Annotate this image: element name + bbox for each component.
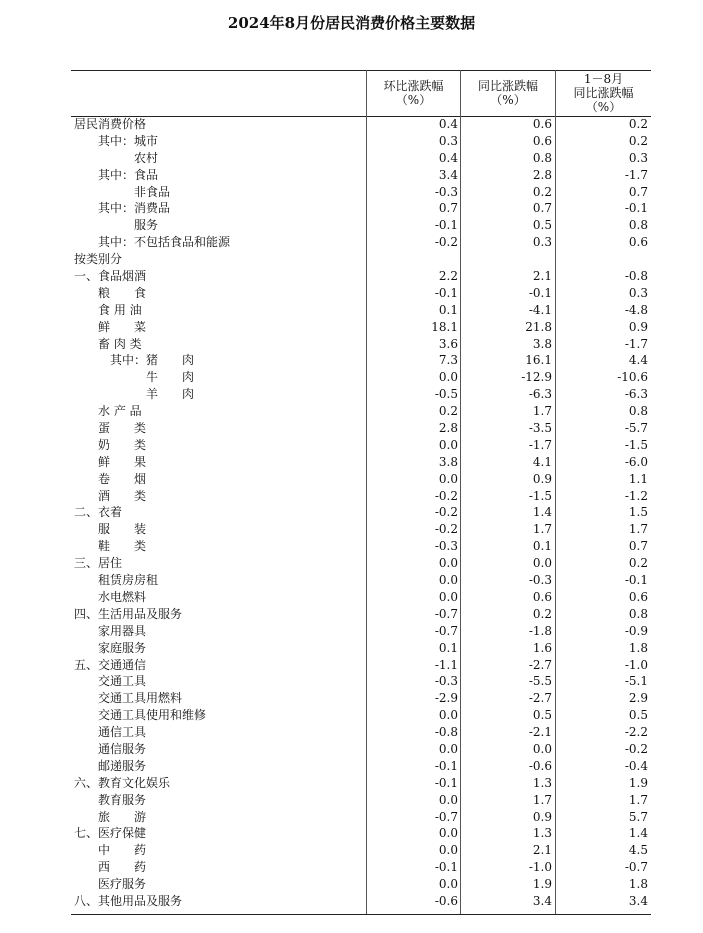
header-ytd-line3: （%） xyxy=(585,100,622,114)
mom-value: 0.0 xyxy=(438,708,458,723)
table-row xyxy=(71,555,651,572)
yoy-value: -1.5 xyxy=(528,488,552,503)
mom-value: 0.4 xyxy=(438,150,458,165)
mom-value: -0.3 xyxy=(434,184,458,199)
mom-value: -0.1 xyxy=(434,218,458,233)
table-row xyxy=(71,876,651,893)
ytd-value: 1.7 xyxy=(628,792,648,807)
yoy-value: 0.0 xyxy=(532,556,552,571)
yoy-value: 0.6 xyxy=(532,133,552,148)
table-row xyxy=(71,623,651,640)
ytd-value: -0.8 xyxy=(624,269,648,284)
mom-value: -0.1 xyxy=(434,285,458,300)
yoy-value: 0.1 xyxy=(532,539,552,554)
yoy-value: 2.8 xyxy=(532,167,552,182)
ytd-value: -1.2 xyxy=(624,488,648,503)
ytd-value: -6.3 xyxy=(624,387,648,402)
mom-value: 0.0 xyxy=(438,877,458,892)
header-ytd-line2: 同比涨跌幅 xyxy=(573,86,634,100)
mom-value: -0.2 xyxy=(434,235,458,250)
table-row xyxy=(71,657,651,674)
row-label: 家用器具 xyxy=(98,623,147,638)
row-label: 医疗服务 xyxy=(98,877,147,892)
table-row xyxy=(71,116,651,133)
mom-value: 0.2 xyxy=(438,404,458,419)
row-label: 羊 肉 xyxy=(146,387,195,402)
yoy-value: 1.7 xyxy=(532,404,552,419)
ytd-value: 1.9 xyxy=(628,775,648,790)
table-row xyxy=(71,606,651,623)
table-row xyxy=(71,437,651,454)
yoy-value: -2.7 xyxy=(528,657,552,672)
yoy-value: 0.7 xyxy=(532,201,552,216)
ytd-value: -0.9 xyxy=(624,623,648,638)
header-ytd-line1: 1－8月 xyxy=(583,72,624,86)
page-title: 2024年8月份居民消费价格主要数据 xyxy=(227,14,476,32)
table-row xyxy=(71,640,651,657)
mom-value: -0.6 xyxy=(434,893,458,908)
yoy-value: 0.6 xyxy=(532,117,552,131)
ytd-value: -0.7 xyxy=(624,860,648,875)
ytd-value: 0.7 xyxy=(628,539,648,554)
ytd-value: 3.4 xyxy=(628,893,648,908)
row-label: 其中：城市 xyxy=(98,133,159,148)
yoy-value: 21.8 xyxy=(525,319,552,334)
row-label: 蛋 类 xyxy=(98,421,147,436)
mom-value: 7.3 xyxy=(438,353,458,368)
ytd-value: -6.0 xyxy=(624,454,648,469)
ytd-value: 1.4 xyxy=(628,826,648,841)
yoy-value: 0.9 xyxy=(532,809,552,824)
mom-value: 0.0 xyxy=(438,589,458,604)
table-row xyxy=(71,403,651,420)
row-label: 租赁房房租 xyxy=(98,573,159,588)
yoy-value: 0.5 xyxy=(532,218,552,233)
yoy-value: -2.7 xyxy=(528,691,552,706)
yoy-value: -1.7 xyxy=(528,437,552,452)
mom-value: 0.0 xyxy=(438,437,458,452)
row-label: 按类别分 xyxy=(74,252,123,267)
table-row xyxy=(71,336,651,353)
table-row xyxy=(71,775,651,792)
ytd-value: 0.2 xyxy=(628,556,648,571)
row-label: 家庭服务 xyxy=(98,640,147,655)
mom-value: -2.9 xyxy=(434,691,458,706)
mom-value: 0.0 xyxy=(438,826,458,841)
ytd-value: -5.1 xyxy=(624,674,648,689)
mom-value: 0.0 xyxy=(438,471,458,486)
table-row xyxy=(71,369,651,386)
table-row xyxy=(71,251,651,268)
mom-value: 3.6 xyxy=(438,336,458,351)
table-row xyxy=(71,352,651,369)
ytd-value: -0.4 xyxy=(624,758,648,773)
row-label: 粮 食 xyxy=(98,285,147,300)
yoy-value: 2.1 xyxy=(532,843,552,858)
yoy-value: 2.1 xyxy=(532,269,552,284)
ytd-value: -4.8 xyxy=(624,302,648,317)
table-row xyxy=(71,504,651,521)
ytd-value: 4.4 xyxy=(628,353,648,368)
ytd-value: -1.7 xyxy=(624,336,648,351)
ytd-value: 0.8 xyxy=(628,606,648,621)
table-row xyxy=(71,302,651,319)
row-label: 其中：消费品 xyxy=(98,201,171,216)
mom-value: 0.3 xyxy=(438,133,458,148)
row-label: 奶 类 xyxy=(98,437,147,452)
row-label: 其中：不包括食品和能源 xyxy=(98,235,231,250)
yoy-value: 1.7 xyxy=(532,522,552,537)
row-label: 中 药 xyxy=(98,843,147,858)
row-label: 畜 肉 类 xyxy=(98,336,142,351)
mom-value: 2.8 xyxy=(438,421,458,436)
row-label: 食 用 油 xyxy=(98,302,142,317)
ytd-value: 1.1 xyxy=(628,471,648,486)
ytd-value: -0.2 xyxy=(624,741,648,756)
row-label: 四、生活用品及服务 xyxy=(74,606,183,621)
ytd-value: 1.5 xyxy=(628,505,648,520)
mom-value: -0.5 xyxy=(434,387,458,402)
mom-value: 2.2 xyxy=(438,269,458,284)
mom-value: -0.2 xyxy=(434,505,458,520)
row-label: 其中：猪 肉 xyxy=(110,353,195,368)
yoy-value: 0.0 xyxy=(532,741,552,756)
table-row xyxy=(71,471,651,488)
table-row xyxy=(71,521,651,538)
mom-value: 0.1 xyxy=(438,302,458,317)
header-yoy-line1: 同比涨跌幅 xyxy=(477,79,538,93)
yoy-value: 0.5 xyxy=(532,708,552,723)
mom-value: -0.7 xyxy=(434,623,458,638)
table-row xyxy=(71,268,651,285)
row-label: 五、交通通信 xyxy=(74,657,147,672)
yoy-value: 4.1 xyxy=(532,454,552,469)
table-bottom-rule xyxy=(71,914,651,915)
table-row xyxy=(71,217,651,234)
table-row xyxy=(71,893,651,910)
row-label: 鲜 果 xyxy=(98,454,147,469)
table-row xyxy=(71,285,651,302)
mom-value: -0.7 xyxy=(434,809,458,824)
ytd-value: 5.7 xyxy=(628,809,648,824)
table-row xyxy=(71,538,651,555)
mom-value: -0.2 xyxy=(434,488,458,503)
yoy-value: 1.6 xyxy=(532,640,552,655)
table-body xyxy=(71,116,651,910)
row-label: 三、居住 xyxy=(74,556,123,571)
table-row xyxy=(71,859,651,876)
yoy-value: 0.8 xyxy=(532,150,552,165)
yoy-value: -0.6 xyxy=(528,758,552,773)
row-label: 居民消费价格 xyxy=(74,117,147,131)
mom-value: -0.8 xyxy=(434,725,458,740)
ytd-value: 2.9 xyxy=(628,691,648,706)
ytd-value: -1.0 xyxy=(624,657,648,672)
table-row xyxy=(71,809,651,826)
row-label: 农村 xyxy=(134,150,159,165)
ytd-value: 0.3 xyxy=(628,285,648,300)
table-row xyxy=(71,792,651,809)
row-label: 鞋 类 xyxy=(98,539,147,554)
table-row xyxy=(71,572,651,589)
ytd-value: 1.8 xyxy=(628,640,648,655)
yoy-value: 0.3 xyxy=(532,235,552,250)
yoy-value: 3.8 xyxy=(532,336,552,351)
row-label: 邮递服务 xyxy=(98,758,147,773)
mom-value: 18.1 xyxy=(431,319,458,334)
row-label: 交通工具 xyxy=(98,674,147,689)
header-mom xyxy=(367,70,460,116)
header-yoy xyxy=(461,70,555,116)
row-label: 酒 类 xyxy=(98,488,147,503)
mom-value: -0.1 xyxy=(434,758,458,773)
ytd-value: 0.8 xyxy=(628,404,648,419)
table-row xyxy=(71,133,651,150)
row-label: 服务 xyxy=(134,218,159,233)
table-row xyxy=(71,386,651,403)
row-label: 西 药 xyxy=(98,860,147,875)
row-label: 通信服务 xyxy=(98,741,147,756)
ytd-value: -5.7 xyxy=(624,421,648,436)
yoy-value: 16.1 xyxy=(525,353,552,368)
mom-value: 0.0 xyxy=(438,741,458,756)
yoy-value: 0.6 xyxy=(532,589,552,604)
ytd-value: -0.1 xyxy=(624,573,648,588)
header-yoy-line2: （%） xyxy=(490,93,526,107)
mom-value: -0.1 xyxy=(434,860,458,875)
row-label: 卷 烟 xyxy=(98,471,147,486)
table-row xyxy=(71,200,651,217)
yoy-value: 1.3 xyxy=(532,775,552,790)
yoy-value: -3.5 xyxy=(528,421,552,436)
yoy-value: -2.1 xyxy=(528,725,552,740)
row-label: 交通工具用燃料 xyxy=(98,691,183,706)
yoy-value: 0.9 xyxy=(532,471,552,486)
table-row xyxy=(71,488,651,505)
row-label: 旅 游 xyxy=(98,809,147,824)
yoy-value: 0.2 xyxy=(532,606,552,621)
yoy-value: -12.9 xyxy=(521,370,552,385)
mom-value: -0.2 xyxy=(434,522,458,537)
table-row xyxy=(71,758,651,775)
mom-value: 0.0 xyxy=(438,843,458,858)
mom-value: 0.0 xyxy=(438,792,458,807)
ytd-value: 4.5 xyxy=(628,843,648,858)
table-row xyxy=(71,420,651,437)
ytd-value: -1.7 xyxy=(624,167,648,182)
yoy-value: -0.1 xyxy=(528,285,552,300)
ytd-value: 0.7 xyxy=(628,184,648,199)
table-row xyxy=(71,825,651,842)
yoy-value: -1.0 xyxy=(528,860,552,875)
row-label: 其中：食品 xyxy=(98,167,159,182)
ytd-value: 0.2 xyxy=(628,133,648,148)
table-row xyxy=(71,589,651,606)
ytd-value: -2.2 xyxy=(624,725,648,740)
row-label: 教育服务 xyxy=(98,792,147,807)
ytd-value: 1.8 xyxy=(628,877,648,892)
ytd-value: 0.9 xyxy=(628,319,648,334)
yoy-value: 1.7 xyxy=(532,792,552,807)
mom-value: -0.1 xyxy=(434,775,458,790)
header-mom-line1: 环比涨跌幅 xyxy=(383,79,444,93)
table-row xyxy=(71,234,651,251)
mom-value: -1.1 xyxy=(434,657,458,672)
table-row xyxy=(71,167,651,184)
ytd-value: 0.2 xyxy=(628,117,648,131)
yoy-value: -0.3 xyxy=(528,573,552,588)
mom-value: -0.3 xyxy=(434,539,458,554)
row-label: 六、教育文化娱乐 xyxy=(74,775,171,790)
mom-value: 0.0 xyxy=(438,573,458,588)
table-row xyxy=(71,454,651,471)
header-ytd xyxy=(556,70,651,116)
row-label: 非食品 xyxy=(134,184,171,199)
table-row xyxy=(71,673,651,690)
row-label: 二、衣着 xyxy=(74,505,123,520)
row-label: 交通工具使用和维修 xyxy=(98,708,207,723)
yoy-value: 1.3 xyxy=(532,826,552,841)
mom-value: -0.7 xyxy=(434,606,458,621)
table-row xyxy=(71,741,651,758)
row-label: 七、医疗保健 xyxy=(74,826,147,841)
mom-value: 0.0 xyxy=(438,556,458,571)
ytd-value: -0.1 xyxy=(624,201,648,216)
ytd-value: -10.6 xyxy=(617,370,648,385)
yoy-value: -6.3 xyxy=(528,387,552,402)
row-label: 服 装 xyxy=(98,522,147,537)
table-row xyxy=(71,319,651,336)
table-row xyxy=(71,150,651,167)
row-label: 通信工具 xyxy=(98,725,147,740)
row-label: 一、食品烟酒 xyxy=(74,269,147,284)
mom-value: 0.1 xyxy=(438,640,458,655)
yoy-value: 0.2 xyxy=(532,184,552,199)
mom-value: 0.4 xyxy=(438,117,458,131)
yoy-value: 1.9 xyxy=(532,877,552,892)
ytd-value: 0.6 xyxy=(628,235,648,250)
yoy-value: -1.8 xyxy=(528,623,552,638)
yoy-value: 1.4 xyxy=(532,505,552,520)
ytd-value: 0.3 xyxy=(628,150,648,165)
table-row xyxy=(71,184,651,201)
mom-value: -0.3 xyxy=(434,674,458,689)
mom-value: 0.7 xyxy=(438,201,458,216)
mom-value: 3.8 xyxy=(438,454,458,469)
row-label: 水 产 品 xyxy=(98,404,142,419)
ytd-value: 0.5 xyxy=(628,708,648,723)
ytd-value: 1.7 xyxy=(628,522,648,537)
table-row xyxy=(71,690,651,707)
row-label: 八、其他用品及服务 xyxy=(74,893,183,908)
ytd-value: -1.5 xyxy=(624,437,648,452)
header-mom-line2: （%） xyxy=(395,93,432,107)
ytd-value: 0.6 xyxy=(628,589,648,604)
table-row xyxy=(71,842,651,859)
mom-value: 3.4 xyxy=(438,167,458,182)
yoy-value: -4.1 xyxy=(528,302,552,317)
table-row xyxy=(71,724,651,741)
yoy-value: -5.5 xyxy=(528,674,552,689)
mom-value: 0.0 xyxy=(438,370,458,385)
row-label: 牛 肉 xyxy=(146,370,195,385)
yoy-value: 3.4 xyxy=(532,893,552,908)
row-label: 水电燃料 xyxy=(98,589,147,604)
table-row xyxy=(71,707,651,724)
row-label: 鲜 菜 xyxy=(98,319,147,334)
ytd-value: 0.8 xyxy=(628,218,648,233)
